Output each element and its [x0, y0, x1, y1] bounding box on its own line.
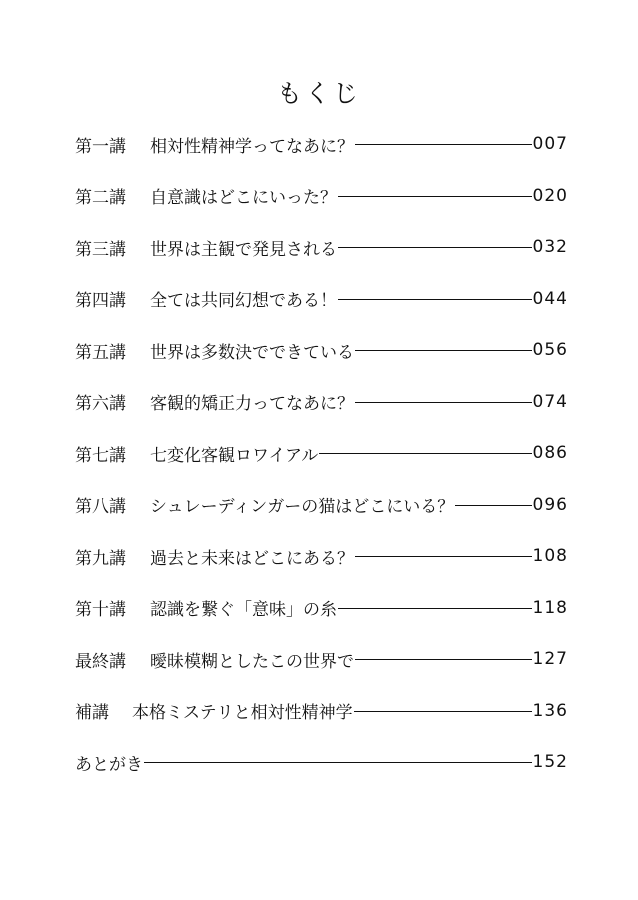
- chapter-title: 認識を繋ぐ「意味」の糸: [150, 600, 337, 620]
- chapter-title: シュレーディンガーの猫はどこにいる？: [150, 497, 455, 517]
- chapter-title: 自意識はどこにいった？: [150, 188, 337, 208]
- page-number: 136: [532, 700, 568, 721]
- leader-line: [354, 711, 532, 712]
- chapter-title: 世界は主観で発見される: [150, 239, 337, 260]
- chapter-number: 第八講: [75, 497, 126, 517]
- chapter-number: 第十講: [75, 600, 126, 620]
- toc-entry[interactable]: [75, 439, 568, 467]
- leader-line: [455, 505, 531, 506]
- chapter-number: 第一講: [75, 136, 126, 157]
- toc-entry[interactable]: [75, 388, 568, 416]
- chapter-title: 相対性精神学ってなあに？: [150, 136, 354, 157]
- chapter-number: 第四講: [75, 291, 126, 311]
- toc-entry[interactable]: [75, 697, 568, 725]
- chapter-title: 客観的矯正力ってなあに？: [150, 394, 354, 414]
- chapter-title: 世界は多数決でできている: [150, 342, 354, 363]
- leader-line: [355, 402, 532, 403]
- chapter-number: 第三講: [75, 239, 126, 260]
- page-number: 020: [532, 185, 568, 206]
- page-number: 032: [532, 237, 568, 257]
- chapter-number: 第二講: [75, 188, 126, 208]
- page-number: 127: [532, 649, 568, 669]
- toc-entry[interactable]: [75, 130, 568, 158]
- chapter-title: 本格ミステリと相対性精神学: [132, 703, 353, 723]
- leader-line: [355, 659, 532, 660]
- toc-entry[interactable]: [75, 542, 568, 570]
- leader-line: [338, 608, 532, 609]
- leader-line: [338, 196, 532, 197]
- chapter-title: あとがき: [75, 754, 143, 775]
- toc-entry[interactable]: [75, 233, 568, 261]
- chapter-number: 第七講: [75, 445, 126, 466]
- leader-line: [338, 299, 532, 300]
- page-number: 044: [532, 288, 568, 309]
- leader-line: [338, 247, 532, 248]
- chapter-number: 第六講: [75, 394, 126, 414]
- toc-entry[interactable]: [75, 491, 568, 519]
- page-number: 096: [532, 494, 568, 515]
- leader-line: [355, 144, 532, 145]
- chapter-number: 最終講: [75, 651, 126, 672]
- page-number: 152: [532, 752, 568, 772]
- toc-entry[interactable]: [75, 594, 568, 622]
- page-title: もくじ: [276, 79, 361, 108]
- chapter-number: 第五講: [75, 342, 126, 363]
- chapter-title: 七変化客観ロワイアル: [150, 445, 319, 466]
- leader-line: [144, 762, 532, 763]
- chapter-title: 曖昧模糊としたこの世界で: [150, 651, 354, 672]
- page-number: 108: [532, 546, 568, 566]
- toc-entry[interactable]: [75, 182, 568, 210]
- chapter-title: 全ては共同幻想である！: [150, 291, 337, 311]
- leader-line: [355, 350, 532, 351]
- toc-entry[interactable]: [75, 336, 568, 364]
- chapter-title: 過去と未来はどこにある？: [150, 548, 354, 569]
- toc-entry[interactable]: [75, 748, 568, 776]
- page-number: 086: [532, 443, 568, 463]
- page-number: 056: [532, 340, 568, 360]
- toc-entry[interactable]: [75, 285, 568, 313]
- toc-entry[interactable]: [75, 645, 568, 673]
- leader-line: [355, 556, 532, 557]
- page-number: 074: [532, 391, 568, 412]
- chapter-number: 第九講: [75, 548, 126, 569]
- leader-line: [319, 453, 531, 454]
- chapter-number: 補講: [75, 703, 109, 723]
- page-number: 007: [532, 134, 568, 154]
- page-number: 118: [532, 597, 568, 618]
